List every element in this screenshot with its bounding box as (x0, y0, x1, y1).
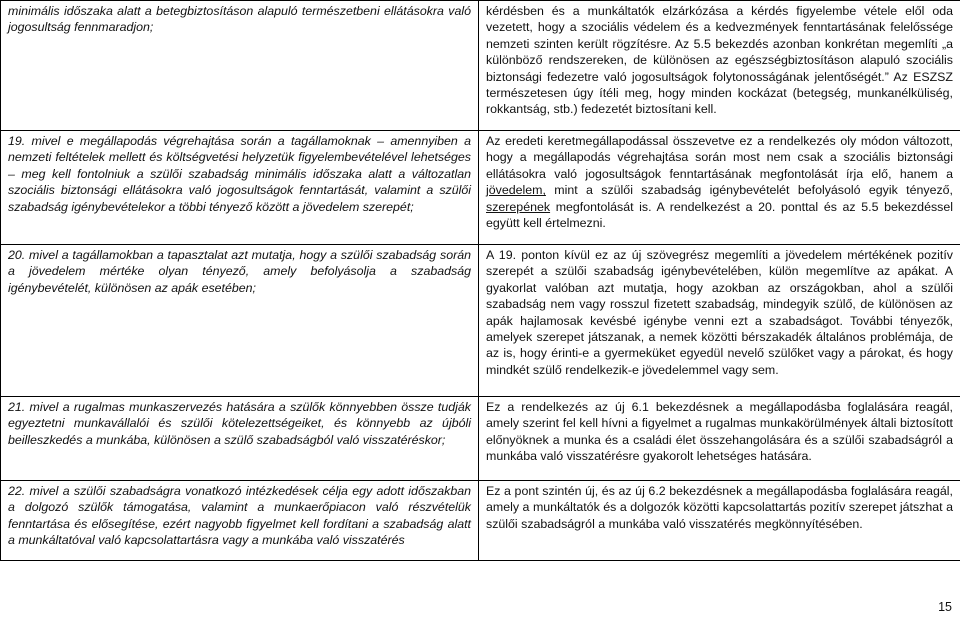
underlined-term: jövedelem, (486, 183, 546, 198)
commentary-cell (479, 481, 960, 561)
commentary-cell (479, 245, 960, 397)
recital-number: 21. (8, 400, 26, 414)
table-row (1, 1, 960, 131)
recital-number: 22. (8, 484, 26, 498)
commentary-text: kérdésben és a munkáltatók elzárkózása a kérdés figyelembe vétele elől oda vezetett, hogy a szociális védelem és a kedvezmények fenntartásának felelőssége nemzeti szinten került rögzítésre. Az 5.5 bekezdés azonban konkrétan megemlíti „a különböző rendszereken, de különösen az egészségbiztosításon alapuló szociális biztonsági fedezetre való jogosultságok folytonosságának jelentőségét.” Az ESZSZ természetesen úgy ítéli meg, hogy minden kockázat (betegség, munkanélküliség, rokkantság, stb.) fedezetét biztosítani kell. (486, 4, 953, 117)
recital-cell (1, 131, 479, 245)
recital-text: minimális időszaka alatt a betegbiztosításon alapuló természetbeni ellátásokra való jogosultság fennmaradjon; (8, 4, 471, 35)
commentary-text: A 19. ponton kívül ez az új szövegrész megemlíti a jövedelem mértékének pozitív szerepét a szülői szabadság igénybevételében, külön megemlítve az apákat. A gyakorlat valóban azt mutatja, hogy azokban az országokban, ahol a szülői szabadság nem vagy rosszul fizetett szabadság, mindegyik szülő, de különösen az apák hajlamosak kevésbé igénybe venni ezt a szabadságot. További tényezők, amelyek szerepet játszanak, a nemek közötti bérszakadék általános problémája, de az is, hogy érinti-e a gyermeküket egyedül nevelő szülőket vagy a párokat, és hogy mindkét szülő rendelkezik-e jövedelemmel vagy sem. (486, 248, 953, 377)
recital-cell (1, 481, 479, 561)
recital-cell (1, 245, 479, 397)
recital-text: mivel a szülői szabadságra vonatkozó intézkedések célja egy adott időszakban a dolgozó szülők támogatása, valamint a munkaerőpiacon való részvételük fenntartása és elősegítése, ezért nagyobb figyelmet kell fordítani a szabadság alatt a munkáltatóval való kapcsolattartásra vagy a munkába való visszatérés (8, 484, 471, 548)
recital-cell (1, 1, 479, 131)
commentary-text: mint a szülői szabadság igénybevételét befolyásoló egyik tényező, (545, 183, 953, 198)
commentary-cell (479, 1, 960, 131)
commentary-cell (479, 131, 960, 245)
table-row (1, 481, 960, 561)
recital-text: mivel a tagállamokban a tapasztalat azt mutatja, hogy a szülői szabadság során a jövedelem mértéke olyan tényező, amely befolyásolja a szabadság igénybevételét, különösen az apák esetében; (8, 248, 471, 295)
recital-text: mivel a rugalmas munkaszervezés hatására a szülők könnyebben össze tudják egyeztetni munkavállalói és szülői kötelezettségeiket, és könnyebb az újbóli beilleszkedés a munkába, különösen a szülő szabadságból való visszatéréskor; (8, 400, 471, 447)
page-number: 15 (938, 600, 952, 614)
table-row (1, 131, 960, 245)
recital-text: mivel e megállapodás végrehajtása során a tagállamoknak – amennyiben a nemzeti feltételek mellett és költségvetési helyzetük figyelembevételével lehetséges – meg kell fontolniuk a szülői szabadság minimális időszaka alatt a változatlan szociális biztonsági ellátásokra való jogosultságok fenntartását, valamint a szülői szabadság igénybevételekor a többi tényező között a jövedelem szerepét; (8, 134, 471, 214)
recital-number: 20. (8, 248, 26, 262)
table-row (1, 397, 960, 481)
table-row (1, 245, 960, 397)
underlined-term: szerepének (486, 199, 551, 214)
commentary-text: Ez a pont szintén új, és az új 6.2 bekezdésnek a megállapodásba foglalására reagál, amely a munkáltatók és a dolgozók közötti kapcsolattartás pozitív szerepet játszhat a szülői szabadságról a munkába való visszatérés megkönnyítésében. (486, 484, 953, 531)
recital-cell (1, 397, 479, 481)
recital-number: 19. (8, 134, 26, 148)
commentary-text: Az eredeti keretmegállapodással összevetve ez a rendelkezés oly módon változott, hogy a megállapodás végrehajtása során most nem csak a szociális biztonsági ellátásokra való jogosultságok fenntartásának megfontolását írja elő, hanem a (486, 134, 953, 181)
commentary-text: megfontolását is. A rendelkezést a 20. ponttal és az 5.5 bekezdéssel együtt kell értelmezni. (486, 199, 953, 231)
commentary-cell (479, 397, 960, 481)
commentary-text: Ez a rendelkezés az új 6.1 bekezdésnek a megállapodásba foglalására reagál, amely szerint fel kell hívni a figyelmet a rugalmas munkakörülmények általi biztosított előnyöknek a munka és a családi élet összehangolására és a szülői szabadságról a munkába való visszatérésre gyakorolt lehetséges hatására. (486, 400, 953, 464)
